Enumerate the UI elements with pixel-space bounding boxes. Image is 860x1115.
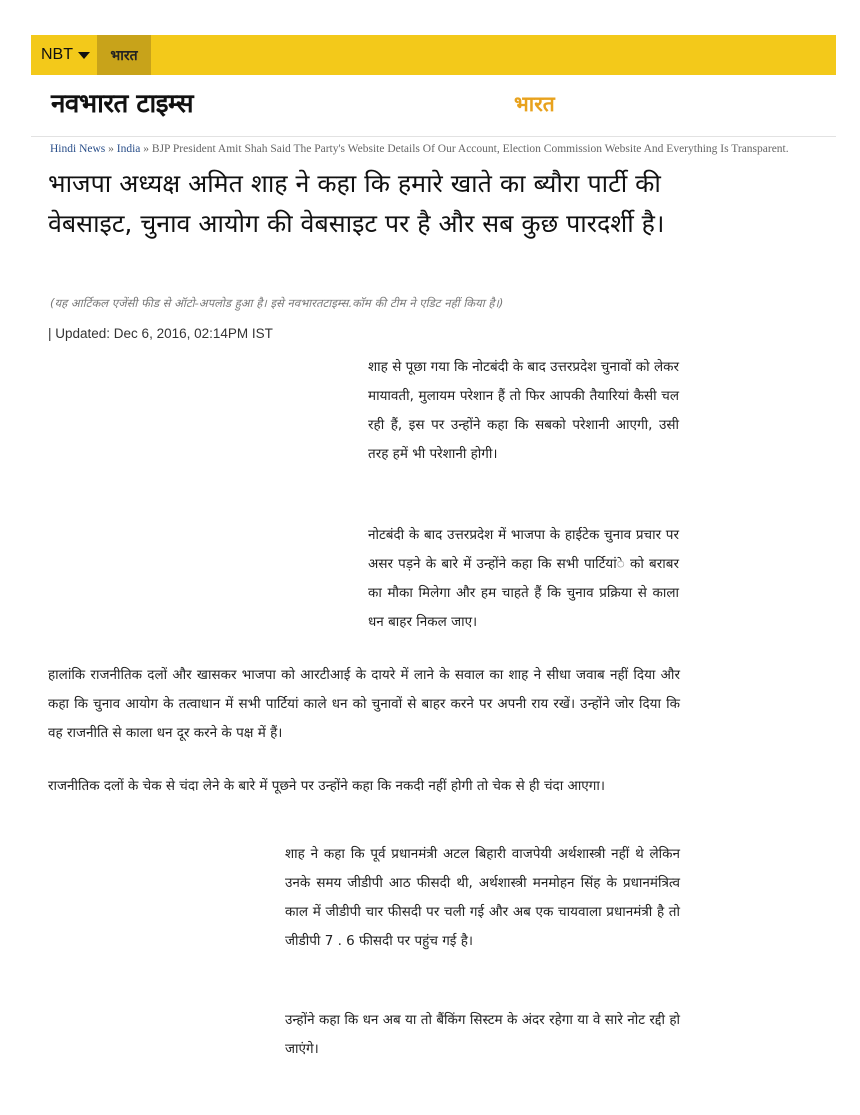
- section-title[interactable]: भारत: [514, 92, 555, 116]
- article-headline: भाजपा अध्यक्ष अमित शाह ने कहा कि हमारे खाते का ब्यौरा पार्टी की वेबसाइट, चुनाव आयोग की वेबसाइट पर है और सब कुछ पारदर्शी है।: [48, 169, 665, 238]
- article-paragraph: उन्होंने कहा कि धन अब या तो बैंकिंग सिस्टम के अंदर रहेगा या वे सारे नोट रद्दी हो जाएंगे।: [285, 1012, 680, 1057]
- article-paragraph: शाह से पूछा गया कि नोटबंदी के बाद उत्तरप्रदेश चुनावों को लेकर मायावती, मुलायम परेशान हैं तो फिर आपकी तैयारियां कैसी चल रही हैं, इस पर उन्होंने कहा कि सबको परेशानी आएगी, उसी तरह हमें भी परेशानी होगी।: [368, 359, 679, 462]
- header-divider: [31, 136, 836, 137]
- breadcrumb: [50, 143, 840, 155]
- article-paragraph: नोटबंदी के बाद उत्तरप्रदेश में भाजपा के हाईटेक चुनाव प्रचार पर असर पड़ने के बारे में उन्होंने कहा कि सभी पार्टियांे को बराबर का मौका मिलेगा और हम चाहते हैं कि चुनाव प्रक्रिया से काला धन बाहर निकल जाए।: [368, 527, 679, 630]
- breadcrumb-category-link[interactable]: India: [116, 143, 141, 155]
- breadcrumb-separator: »: [108, 143, 114, 155]
- article-paragraph: हालांकि राजनीतिक दलों और खासकर भाजपा को आरटीआई के दायरे में लाने के सवाल का शाह ने सीधा जवाब नहीं दिया और कहा कि चुनाव आयोग के तत्वाधान में सभी पार्टियां काले धन को चुनावों से बाहर करने पर अपनी राय रखें। उन्होंने जोर दिया कि वह राजनीति से काला धन दूर करने के पक्ष में हैं।: [48, 667, 680, 741]
- article-paragraph: राजनीतिक दलों के चेक से चंदा लेने के बारे में पूछने पर उन्होंने कहा कि नकदी नहीं होगी तो चेक से ही चंदा आएगा।: [48, 778, 605, 794]
- tab-bharat[interactable]: भारत: [97, 35, 151, 75]
- updated-timestamp: | Updated: Dec 6, 2016, 02:14PM IST: [48, 326, 273, 341]
- caret-down-icon: [78, 52, 90, 59]
- breadcrumb-current: BJP President Amit Shah Said The Party's Website Details Of Our Account, Election Commission Website And Everything Is Transparent.: [151, 143, 789, 155]
- agency-disclaimer: (यह आर्टिकल एजेंसी फीड से ऑटो-अपलोड हुआ है। इसे नवभारतटाइम्स.कॉम की टीम ने एडिट नहीं किया है।): [50, 296, 504, 310]
- nbt-menu-label: NBT: [41, 46, 73, 63]
- breadcrumb-separator: »: [143, 143, 150, 155]
- article-paragraph: शाह ने कहा कि पूर्व प्रधानमंत्री अटल बिहारी वाजपेयी अर्थशास्त्री नहीं थे लेकिन उनके समय जीडीपी आठ फीसदी थी, अर्थशास्त्री मनमोहन सिंह के प्रधानमंत्रित्व काल में जीडीपी चार फीसदी पर चली गई और अब एक चायवाला प्रधानमंत्री है तो जीडीपी 7 . 6 फीसदी पर पहुंच गई है।: [285, 846, 680, 949]
- site-logo[interactable]: नवभारत टाइम्स: [51, 89, 194, 119]
- breadcrumb-home-link[interactable]: Hindi News: [50, 143, 106, 155]
- nbt-menu-button[interactable]: [31, 35, 97, 75]
- top-nav-bar: [31, 35, 836, 75]
